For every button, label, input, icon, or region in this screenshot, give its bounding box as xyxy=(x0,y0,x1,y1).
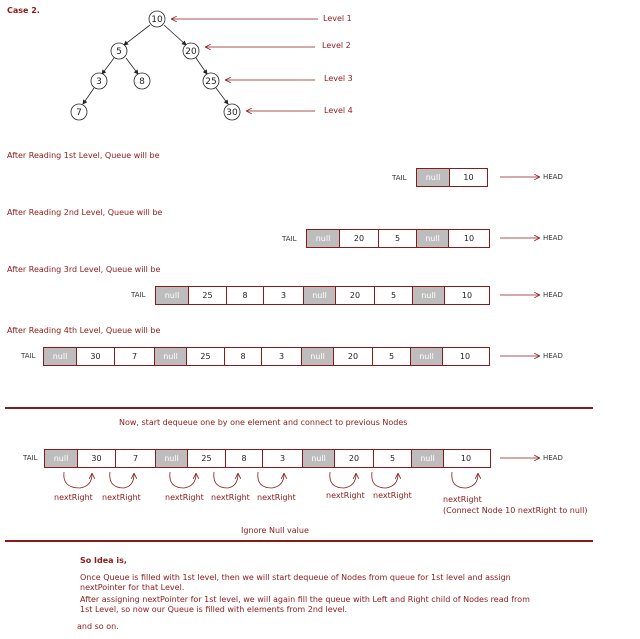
snapshot-caption-2: After Reading 2nd Level, Queue will be xyxy=(7,208,163,217)
queue-cell: 10 xyxy=(449,169,487,186)
queue-cell: 25 xyxy=(187,450,225,467)
queue-cell: 3 xyxy=(263,287,303,304)
queue-cell: null xyxy=(411,450,443,467)
tree-node-label: 20 xyxy=(185,47,197,57)
level-label-4: Level 4 xyxy=(324,106,353,115)
edge-5-8 xyxy=(126,58,138,74)
queue-snapshot-2 xyxy=(306,229,490,248)
tree-node-label: 7 xyxy=(76,108,82,118)
curve-arrow xyxy=(64,472,92,488)
head-label: HEAD xyxy=(543,454,563,462)
queue-cell: 20 xyxy=(335,287,374,304)
queue-cell: 3 xyxy=(262,450,302,467)
queue-cell: null xyxy=(307,230,339,247)
dequeue-heading: Now, start dequeue one by one element and connect to previous Nodes xyxy=(119,418,408,427)
queue-cell: 10 xyxy=(443,450,488,467)
head-label: HEAD xyxy=(543,234,563,242)
queue-cell: null xyxy=(416,230,448,247)
level-label-3: Level 3 xyxy=(324,74,353,83)
queue-cell: 30 xyxy=(76,348,114,365)
case-title: Case 2. xyxy=(7,6,40,15)
ignore-null-note: Ignore Null value xyxy=(241,526,309,535)
tail-label: TAIL xyxy=(131,291,146,299)
level-label-2: Level 2 xyxy=(322,41,351,50)
curve-arrow xyxy=(258,472,284,488)
tree-node-label: 3 xyxy=(96,77,102,87)
tail-label: TAIL xyxy=(21,352,36,360)
queue-cell: 5 xyxy=(372,348,410,365)
queue-cell: 3 xyxy=(261,348,301,365)
curve-arrow xyxy=(170,472,196,488)
connect-note: (Connect Node 10 nextRight to null) xyxy=(443,506,588,515)
next-right-label: nextRight xyxy=(211,493,250,502)
queue-cell: null xyxy=(412,287,444,304)
curve-arrow xyxy=(452,472,478,488)
queue-cell: 20 xyxy=(339,230,378,247)
queue-cell: 20 xyxy=(334,450,373,467)
curve-arrow xyxy=(330,472,356,488)
queue-cell: 10 xyxy=(448,230,489,247)
queue-cell: null xyxy=(417,169,449,186)
snapshot-caption-4: After Reading 4th Level, Queue will be xyxy=(7,326,161,335)
next-right-label: nextRight xyxy=(54,493,93,502)
idea-paragraph-1: Once Queue is filled with 1st level, then we will start dequeue of Nodes from queue for 1st level and assign nextPointer for that Level. xyxy=(80,573,511,592)
queue-cell: null xyxy=(155,450,187,467)
idea-paragraph-3: and so on. xyxy=(77,622,119,631)
queue-cell: 7 xyxy=(114,348,154,365)
edge-20-25 xyxy=(196,58,207,74)
queue-cell: 8 xyxy=(224,348,261,365)
tail-label: TAIL xyxy=(282,235,297,243)
queue-cell: 5 xyxy=(373,450,411,467)
queue-cell: null xyxy=(45,450,77,467)
queue-dequeue xyxy=(44,449,491,468)
tail-label: TAIL xyxy=(392,174,407,182)
queue-cell: null xyxy=(410,348,442,365)
tail-label: TAIL xyxy=(23,454,38,462)
head-label: HEAD xyxy=(543,173,563,181)
queue-cell: 25 xyxy=(188,287,226,304)
tree-node-label: 10 xyxy=(151,15,163,25)
curve-arrow xyxy=(110,472,134,488)
head-label: HEAD xyxy=(543,352,563,360)
edge-25-30 xyxy=(216,88,228,104)
queue-cell: 8 xyxy=(225,450,262,467)
snapshot-caption-3: After Reading 3rd Level, Queue will be xyxy=(7,265,161,274)
tree-node-label: 5 xyxy=(116,47,122,57)
queue-cell: null xyxy=(303,287,335,304)
tree-node-label: 8 xyxy=(139,77,145,87)
head-label: HEAD xyxy=(543,291,563,299)
queue-snapshot-1 xyxy=(416,168,488,187)
snapshot-caption-1: After Reading 1st Level, Queue will be xyxy=(7,151,160,160)
queue-cell: 10 xyxy=(442,348,487,365)
queue-cell: null xyxy=(302,450,334,467)
next-right-label: nextRight xyxy=(165,493,204,502)
queue-cell: 7 xyxy=(115,450,155,467)
next-right-label: nextRight xyxy=(326,491,365,500)
level-label-1: Level 1 xyxy=(323,14,352,23)
idea-paragraph-2: After assigning nextPointer for 1st level, we will again fill the queue with Left and Right child of Nodes read from 1st Level, so now our Queue is filled with elements from 2nd level. xyxy=(80,595,530,614)
next-right-label: nextRight xyxy=(373,491,412,500)
queue-cell: 5 xyxy=(374,287,412,304)
queue-cell: 30 xyxy=(77,450,115,467)
curve-arrow xyxy=(214,472,238,488)
queue-cell: null xyxy=(44,348,76,365)
next-right-label: nextRight xyxy=(257,493,296,502)
edge-10-5 xyxy=(124,25,150,45)
queue-snapshot-3 xyxy=(155,286,490,305)
queue-cell: null xyxy=(301,348,333,365)
tree-node-label: 25 xyxy=(205,77,217,87)
next-right-label: nextRight xyxy=(102,493,141,502)
edge-10-20 xyxy=(164,25,186,45)
next-right-label: nextRight xyxy=(443,495,482,504)
tree-node-label: 30 xyxy=(226,108,238,118)
queue-cell: 10 xyxy=(444,287,489,304)
divider xyxy=(5,407,593,409)
divider xyxy=(5,540,593,542)
queue-cell: 20 xyxy=(333,348,372,365)
edge-3-7 xyxy=(83,88,94,104)
curve-arrow xyxy=(372,472,398,488)
queue-cell: null xyxy=(156,287,188,304)
edge-5-3 xyxy=(102,58,114,74)
queue-cell: 5 xyxy=(378,230,416,247)
queue-cell: null xyxy=(154,348,186,365)
queue-cell: 8 xyxy=(226,287,263,304)
idea-heading: So Idea is, xyxy=(80,556,127,565)
queue-snapshot-4 xyxy=(43,347,490,366)
queue-cell: 25 xyxy=(186,348,224,365)
